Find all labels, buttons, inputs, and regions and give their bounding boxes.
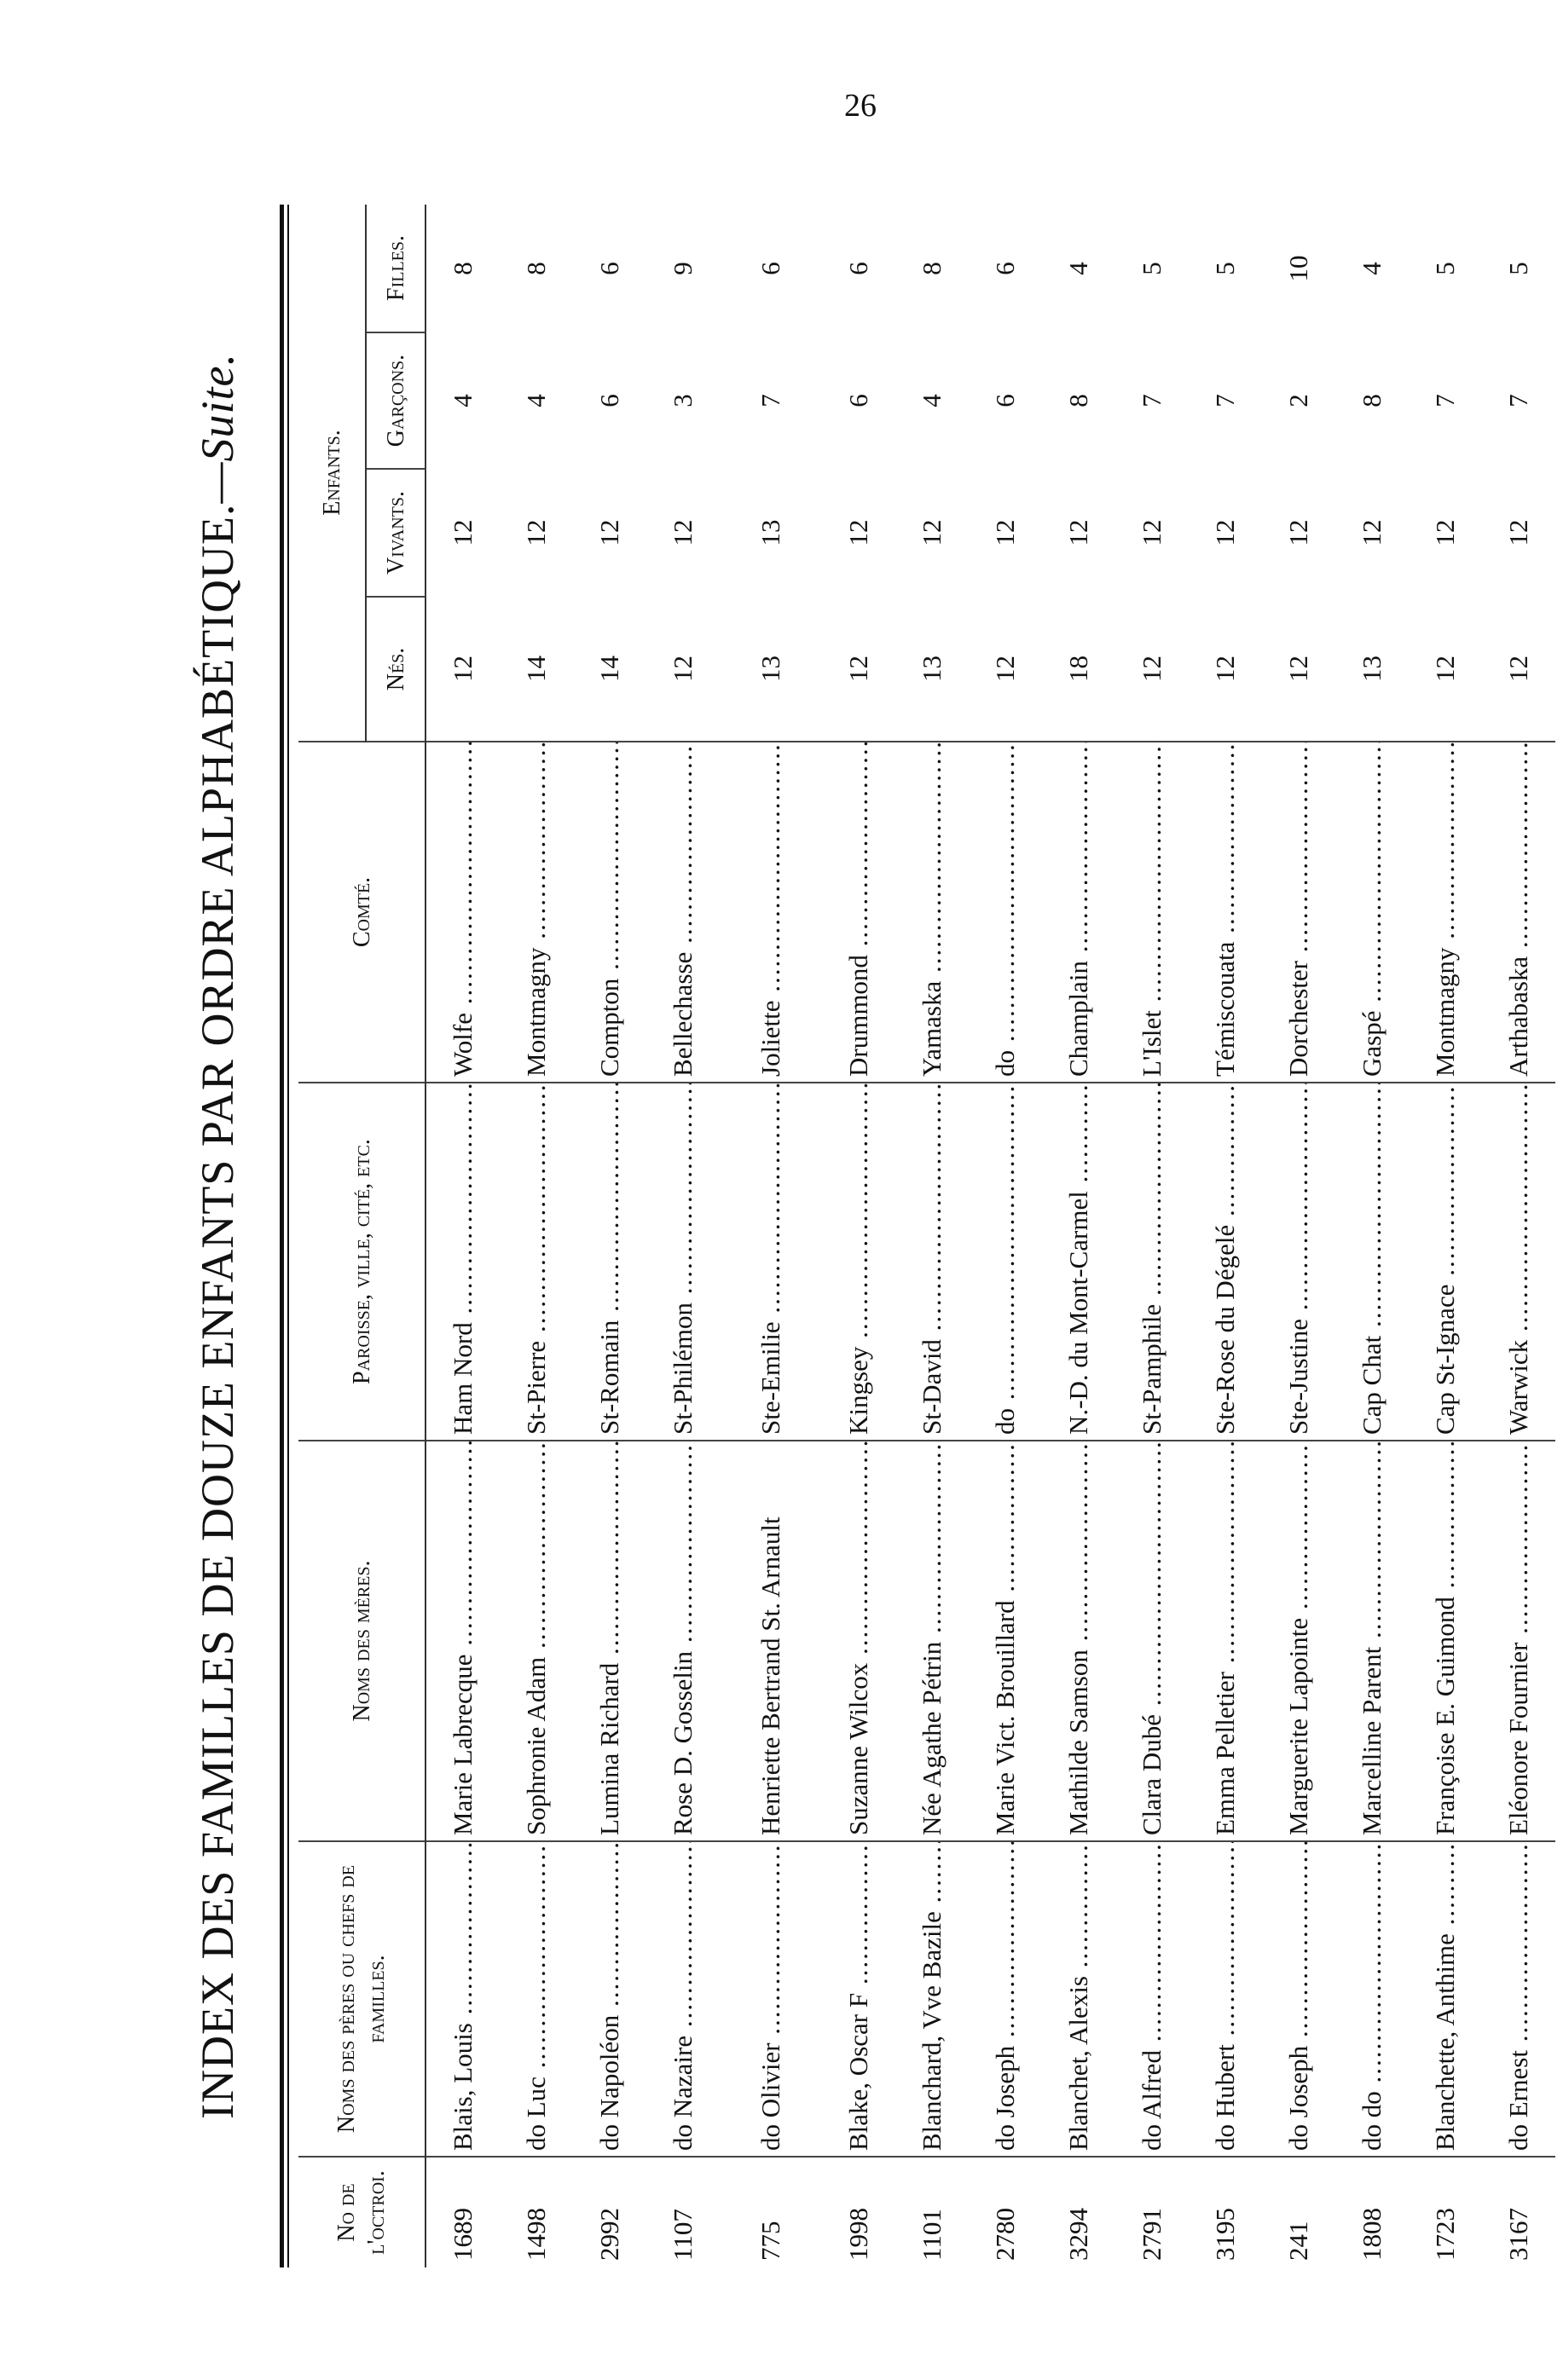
father-name [646,1841,720,2157]
county-text: Bellechasse ..... [668,742,698,1077]
boys-count: 7 [1137,394,1166,407]
mother-name [1189,1441,1262,1841]
parish-text: Cap St-Ignace ..... [1430,1083,1460,1435]
parish-text: do ..... [990,1083,1020,1435]
boys-count: 6 [990,394,1020,407]
county-text: Compton ..... [594,742,624,1077]
parish [646,1083,720,1441]
parish [425,1083,500,1441]
born-count: 14 [500,597,573,742]
octroi-number: 3294 [1063,2208,1093,2261]
mother-name-text: Clara Dubé ..... [1137,1441,1166,1835]
octroi-number: 2791 [1137,2208,1166,2261]
parish [969,1083,1042,1441]
index-table [298,205,1555,2267]
father-name-text: do Olivier ..... [755,1841,785,2151]
girls-count: 8 [448,262,478,275]
girls-count: 6 [594,262,624,275]
father-name-text: do Ernest ..... [1503,1841,1533,2151]
mother-name [720,1441,822,1841]
header-comte: Comté. [298,742,425,1083]
octroi-number: 2780 [990,2208,1020,2261]
title-suffix: —Suite. [192,352,243,504]
father-name-text: Blanchet, Alexis ..... [1063,1841,1093,2151]
living-count: 12 [448,519,478,546]
boys-count: 7 [1430,394,1460,407]
mother-name [1409,1441,1482,1841]
boys-count: 7 [755,394,785,407]
living-count: 12 [521,519,551,546]
county-text: L'Islet ..... [1137,742,1166,1077]
header-paroisse: Paroisse, ville, cité, etc. [298,1083,425,1441]
living-count: 12 [668,519,698,546]
father-name [1189,1841,1262,2157]
girls-count: 10 [1283,255,1313,282]
father-name [1262,1841,1335,2157]
mother-name-text: Sophronie Adam ..... [521,1441,551,1835]
mother-name-text: Rose D. Gosselin ..... [668,1441,698,1835]
father-name [500,1841,573,2157]
living-count: 12 [990,519,1020,546]
born-count: 14 [573,597,646,742]
octroi-number: 775 [755,2221,785,2261]
boys-count: 2 [1283,394,1313,407]
mother-name-text: Mathilde Samson ..... [1063,1441,1093,1835]
county [500,742,573,1083]
father-name [1482,1841,1555,2157]
octroi-number: 2992 [594,2208,624,2261]
father-name-text: do Nazaire ..... [668,1841,698,2151]
table-row [646,205,720,2267]
parish-text: Cap Chat ..... [1357,1083,1386,1435]
father-name [1409,1841,1482,2157]
girls-count: 4 [1063,262,1093,275]
father-name [720,1841,822,2157]
girls-count: 6 [990,262,1020,275]
father-name [1042,1841,1115,2157]
county [1115,742,1189,1083]
mother-name [895,1441,969,1841]
header-octroi: No de l'octroi. [298,2157,425,2267]
parish [1262,1083,1335,1441]
mother-name [1115,1441,1189,1841]
county [1189,742,1262,1083]
octroi-number: 241 [1283,2221,1313,2261]
table-row [1189,205,1262,2267]
parish-text: St-Philémon ..... [668,1083,698,1435]
girls-count: 5 [1503,262,1533,275]
header-peres: Noms des pères ou chefs de familles. [298,1841,425,2157]
girls-count: 4 [1357,262,1386,275]
county [1042,742,1115,1083]
girls-count: 9 [668,262,698,275]
boys-count: 4 [917,394,946,407]
table-row [1482,205,1555,2267]
table-header [298,205,425,2267]
boys-count: 7 [1503,394,1533,407]
table-row [1042,205,1115,2267]
mother-name-text: Née Agathe Pétrin ..... [917,1441,946,1835]
table-row [1115,205,1189,2267]
title-rule-thick [280,205,284,2267]
header-garcons: Garçons. [366,332,425,469]
county-text: Montmagny ..... [1430,742,1460,1077]
mother-name [1482,1441,1555,1841]
county [720,742,822,1083]
father-name [969,1841,1042,2157]
county [822,742,895,1083]
page-number: 26 [844,88,877,124]
title-rule-thin [287,205,289,2267]
rotated-document [171,205,1533,2267]
girls-count: 8 [521,262,551,275]
octroi-number: 1107 [668,2209,698,2261]
county [969,742,1042,1083]
table-row [1409,205,1482,2267]
parish [1189,1083,1262,1441]
mother-name-text: Françoise E. Guimond ..... [1430,1441,1460,1835]
octroi-number: 1101 [917,2209,946,2261]
mother-name [969,1441,1042,1841]
girls-count: 8 [917,262,946,275]
octroi-number: 1689 [448,2208,478,2261]
county [425,742,500,1083]
header-nes: Nés. [366,597,425,742]
county [646,742,720,1083]
born-count: 13 [895,597,969,742]
father-name [1115,1841,1189,2157]
father-name [822,1841,895,2157]
mother-name-text: Marie Vict. Brouillard ..... [990,1441,1020,1835]
octroi-number: 1723 [1430,2208,1460,2261]
county [1335,742,1409,1083]
header-enfants: Enfants. [298,205,366,742]
county [1482,742,1555,1083]
mother-name [1262,1441,1335,1841]
county-text: Témiscouata ..... [1210,742,1240,1077]
index-table-wrap [298,205,1555,2267]
parish [1482,1083,1555,1441]
born-count: 12 [1115,597,1189,742]
born-count: 12 [646,597,720,742]
father-name-text: do do ..... [1357,1841,1386,2151]
county [895,742,969,1083]
county [1262,742,1335,1083]
mother-name [573,1441,646,1841]
table-row [720,205,822,2267]
table-row [969,205,1042,2267]
boys-count: 8 [1063,394,1093,407]
parish [573,1083,646,1441]
born-count: 12 [1262,597,1335,742]
parish [1335,1083,1409,1441]
octroi-number: 1998 [843,2208,873,2261]
born-count: 12 [969,597,1042,742]
father-name-text: Blake, Oscar F ..... [843,1841,873,2151]
parish-text: Ste-Rose du Dégelé ..... [1210,1083,1240,1435]
parish [1115,1083,1189,1441]
parish-text: Kingsey ..... [843,1083,873,1435]
living-count: 12 [1137,519,1166,546]
father-name-text: do Alfred ..... [1137,1841,1166,2151]
county-text: Yamaska ..... [917,742,946,1077]
parish-text: Warwick ..... [1503,1083,1533,1435]
born-count: 18 [1042,597,1115,742]
header-vivants: Vivants. [366,469,425,597]
mother-name [646,1441,720,1841]
living-count: 12 [1063,519,1093,546]
mother-name-text: Marcelline Parent ..... [1357,1441,1386,1835]
parish-text: St-Pamphile ..... [1137,1083,1166,1435]
parish [895,1083,969,1441]
born-count: 12 [822,597,895,742]
girls-count: 6 [755,262,785,275]
living-count: 12 [917,519,946,546]
octroi-number: 1808 [1357,2208,1386,2261]
mother-name-text: Emma Pelletier ..... [1210,1441,1240,1835]
born-count: 12 [1482,597,1555,742]
header-filles: Filles. [366,205,425,332]
county [573,742,646,1083]
table-row [500,205,573,2267]
living-count: 12 [1430,519,1460,546]
born-count: 13 [720,597,822,742]
title-text: INDEX DES FAMILLES DE DOUZE ENFANTS PAR ORDRE ALPHABÉTIQUE. [192,503,243,2120]
mother-name [500,1441,573,1841]
mother-name [1335,1441,1409,1841]
girls-count: 6 [843,262,873,275]
living-count: 12 [1210,519,1240,546]
father-name-text: do Napoléon ..... [594,1841,624,2151]
octroi-number: 3195 [1210,2208,1240,2261]
parish-text: Ste-Justine ..... [1283,1083,1313,1435]
boys-count: 8 [1357,394,1386,407]
mother-name-text: Suzanne Wilcox ..... [843,1441,873,1835]
county-text: Gaspé ..... [1357,742,1386,1077]
parish [822,1083,895,1441]
living-count: 12 [594,519,624,546]
boys-count: 7 [1210,394,1240,407]
parish [500,1083,573,1441]
father-name-text: Blanchette, Anthime ..... [1430,1841,1460,2151]
county-text: Dorchester ..... [1283,742,1313,1077]
father-name [895,1841,969,2157]
father-name [573,1841,646,2157]
living-count: 12 [1283,519,1313,546]
header-meres: Noms des mères. [298,1441,425,1841]
living-count: 12 [843,519,873,546]
living-count: 12 [1357,519,1386,546]
table-body [425,205,1555,2267]
county-text: Joliette ..... [755,742,785,1077]
parish-text: St-David ..... [917,1083,946,1435]
parish-text: St-Romain ..... [594,1083,624,1435]
table-row [822,205,895,2267]
parish-text: N.-D. du Mont-Carmel ..... [1063,1083,1093,1435]
parish [720,1083,822,1441]
father-name-text: do Joseph ..... [1283,1841,1313,2151]
born-count: 12 [1189,597,1262,742]
girls-count: 5 [1210,262,1240,275]
living-count: 13 [755,519,785,546]
parish [1409,1083,1482,1441]
father-name-text: do Luc ..... [521,1841,551,2151]
mother-name-text: Eléonore Fournier ..... [1503,1441,1533,1835]
father-name-text: Blais, Louis ..... [448,1841,478,2151]
county-text: Wolfe ..... [448,742,478,1077]
page-title [171,205,264,2267]
county-text: do ..... [990,742,1020,1077]
mother-name-text: Marie Labrecque ..... [448,1441,478,1835]
county-text: Montmagny ..... [521,742,551,1077]
father-name [425,1841,500,2157]
girls-count: 5 [1430,262,1460,275]
county [1409,742,1482,1083]
boys-count: 4 [521,394,551,407]
county-text: Arthabaska ..... [1503,742,1533,1077]
mother-name-text: Henriette Bertrand St. Arnault [755,1516,786,1835]
county-text: Champlain ..... [1063,742,1093,1077]
mother-name-text: Lumina Richard ..... [594,1441,624,1835]
mother-name [425,1441,500,1841]
table-row [425,205,500,2267]
boys-count: 6 [594,394,624,407]
father-name [1335,1841,1409,2157]
born-count: 12 [425,597,500,742]
mother-name [822,1441,895,1841]
born-count: 12 [1409,597,1482,742]
parish-text: St-Pierre ..... [521,1083,551,1435]
table-row [573,205,646,2267]
parish-text: Ham Nord ..... [448,1083,478,1435]
father-name-text: Blanchard, Vve Bazile ..... [917,1841,946,2151]
girls-count: 5 [1137,262,1166,275]
table-row [1335,205,1409,2267]
octroi-number: 3167 [1503,2208,1533,2261]
father-name-text: do Joseph ..... [990,1841,1020,2151]
mother-name [1042,1441,1115,1841]
father-name-text: do Hubert ..... [1210,1841,1240,2151]
living-count: 12 [1503,519,1533,546]
mother-name-text: Marguerite Lapointe ..... [1283,1441,1313,1835]
boys-count: 3 [668,394,698,407]
parish-text: Ste-Emilie ..... [755,1083,785,1435]
born-count: 13 [1335,597,1409,742]
table-row [1262,205,1335,2267]
boys-count: 6 [843,394,873,407]
table-row [895,205,969,2267]
parish [1042,1083,1115,1441]
boys-count: 4 [448,394,478,407]
octroi-number: 1498 [521,2208,551,2261]
county-text: Drummond ..... [843,742,873,1077]
